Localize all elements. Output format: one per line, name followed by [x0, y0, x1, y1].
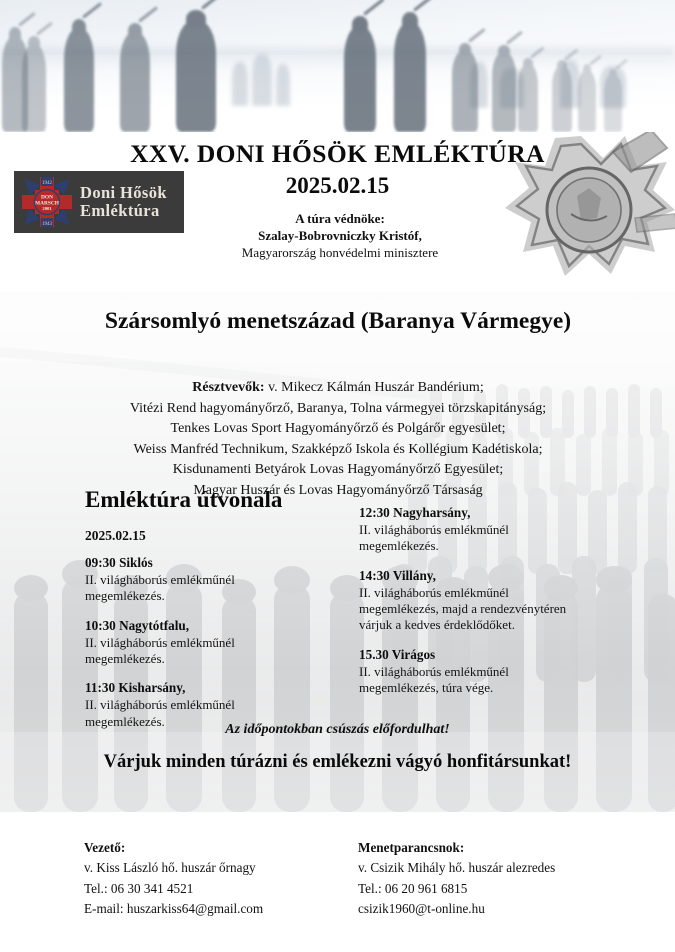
- route-stop: [359, 568, 619, 634]
- banner-soldier-silhouette: [22, 44, 46, 132]
- contact-email[interactable]: E-mail: huszarkiss64@gmail.com: [84, 901, 264, 917]
- logo-year-top: 1942: [42, 180, 52, 186]
- route-stop-time-place: 14:30 Villány,: [359, 567, 436, 583]
- banner-soldier-silhouette: [64, 28, 94, 132]
- header-block: [0, 132, 675, 292]
- patron-label: A túra védnöke:: [295, 211, 385, 226]
- contact-phone[interactable]: Tel.: 06 20 961 6815: [358, 880, 468, 896]
- participants-label: Résztvevők:: [192, 380, 265, 395]
- route-stop-desc-line: megemlékezés, majd a rendezvénytéren: [359, 600, 567, 616]
- logo-text-line1: Doni Hősök: [80, 183, 167, 203]
- contact-role: Menetparancsnok:: [358, 840, 465, 855]
- route-stop-desc-line: II. világháborús emlékműnél: [359, 584, 509, 600]
- footer-contacts: [0, 812, 675, 952]
- route-stop-time-place: 10:30 Nagytótfalu,: [85, 617, 190, 633]
- route-stop-time-place: 09:30 Siklós: [85, 555, 153, 570]
- schedule-notice: Az időpontokban csúszás előfordulhat!: [225, 722, 450, 737]
- participant-item: v. Mikecz Kálmán Huszár Bandérium;: [268, 380, 484, 395]
- route-stop-desc-line: megemlékezés.: [85, 588, 165, 604]
- banner-soldier-silhouette: [492, 52, 516, 132]
- route-heading: Emléktúra útvonala: [85, 487, 283, 512]
- banner-soldier-silhouette: [344, 26, 376, 132]
- route-stop-desc-line: várjuk a kedves érdeklődőket.: [359, 617, 515, 633]
- logo-text-line2: Emléktúra: [80, 201, 160, 220]
- banner-soldier-silhouette: [120, 32, 150, 132]
- route-date: 2025.02.15: [85, 528, 146, 543]
- participant-item: Magyar Huszár és Lovas Hagyományőrző Társaság: [193, 482, 483, 498]
- participant-item: Vitézi Rend hagyományőrző, Baranya, Tolna vármegyei törzskapitányság;: [129, 400, 547, 416]
- route-stop: [359, 647, 619, 697]
- banner-soldier-silhouette: [452, 50, 478, 132]
- banner-soldier-silhouette: [604, 74, 622, 132]
- page-title: XXV. DONI HŐSÖK EMLÉKTÚRA: [130, 139, 545, 168]
- patron-block: [130, 210, 550, 261]
- banner-soldier-silhouette: [176, 20, 216, 132]
- banner-soldier-silhouette: [518, 64, 538, 132]
- participant-item: Kisdunamenti Betyárok Lovas Hagyományőrző Egyesület;: [172, 462, 504, 478]
- main-body: [0, 292, 675, 812]
- logo-center-line2: MARSCH: [35, 200, 59, 207]
- banner-shrub: [252, 54, 272, 106]
- logo-center-line1: DON: [41, 194, 53, 201]
- route-stop-desc-line: megemlékezés, túra vége.: [359, 679, 494, 695]
- logo-wordmark: [80, 184, 167, 219]
- participants-block: [60, 378, 616, 501]
- logo: [14, 171, 184, 233]
- route-stop-desc-line: II. világháborús emlékműnél: [359, 663, 509, 679]
- banner-photo-marching-soldiers: [0, 0, 675, 132]
- event-date: 2025.02.15: [285, 173, 390, 198]
- unit-title: Szársomlyó menetszázad (Baranya Vármegye): [104, 308, 572, 334]
- contact-march-commander: [358, 838, 658, 920]
- route-stop-desc-line: II. világháborús emlékműnél: [85, 571, 235, 587]
- contact-leader: [84, 838, 364, 920]
- banner-shrub: [232, 62, 248, 106]
- banner-soldier-silhouette: [552, 66, 572, 132]
- route-column-left: [85, 555, 325, 743]
- logo-year-bottom: 1943: [42, 221, 52, 227]
- participants-line: [60, 378, 616, 399]
- route-stop-time-place: 12:30 Nagyharsány,: [359, 505, 471, 520]
- contact-name: v. Csizik Mihály hő. huszár alezredes: [358, 860, 556, 876]
- route-stop-desc-line: II. világháborús emlékműnél: [85, 697, 235, 713]
- banner-shrub: [276, 64, 290, 106]
- route-stop-desc-line: megemlékezés.: [359, 538, 439, 554]
- doni-hosok-cross-icon: [20, 175, 74, 229]
- patron-name: Szalay-Bobrovniczky Kristóf,: [258, 228, 422, 244]
- participant-item: Weiss Manfréd Technikum, Szakképző Iskola és Kollégium Kadétiskola;: [133, 441, 543, 457]
- route-stop: [85, 555, 325, 605]
- contact-name: v. Kiss László hő. huszár őrnagy: [84, 860, 256, 876]
- route-stop-desc-line: megemlékezés.: [85, 650, 165, 666]
- route-stop: [359, 505, 619, 555]
- route-stop: [85, 618, 325, 668]
- route-column-right: [359, 505, 619, 709]
- contact-email[interactable]: csizik1960@t-online.hu: [358, 901, 485, 917]
- route-stop-time-place: 11:30 Kisharsány,: [85, 680, 186, 696]
- route-stop-desc-line: megemlékezés.: [85, 713, 165, 729]
- route-stop-desc-line: II. világháborús emlékműnél: [85, 634, 235, 650]
- banner-soldier-silhouette: [394, 22, 426, 132]
- banner-soldier-silhouette: [578, 70, 596, 132]
- patron-role: Magyarország honvédelmi minisztere: [241, 245, 439, 261]
- contact-role: Vezető:: [84, 840, 126, 855]
- participant-item: Tenkes Lovas Sport Hagyományőrző és Polgárőr egyesület;: [170, 421, 506, 437]
- route-stop-time-place: 15.30 Virágos: [359, 646, 436, 662]
- welcome-message: Várjuk minden túrázni és emlékezni vágyó honfitársunkat!: [103, 752, 572, 772]
- logo-center-line3: 2001: [42, 206, 52, 211]
- route-stop-desc-line: II. világháborús emlékműnél: [359, 521, 509, 537]
- contact-phone[interactable]: Tel.: 06 30 341 4521: [84, 880, 194, 896]
